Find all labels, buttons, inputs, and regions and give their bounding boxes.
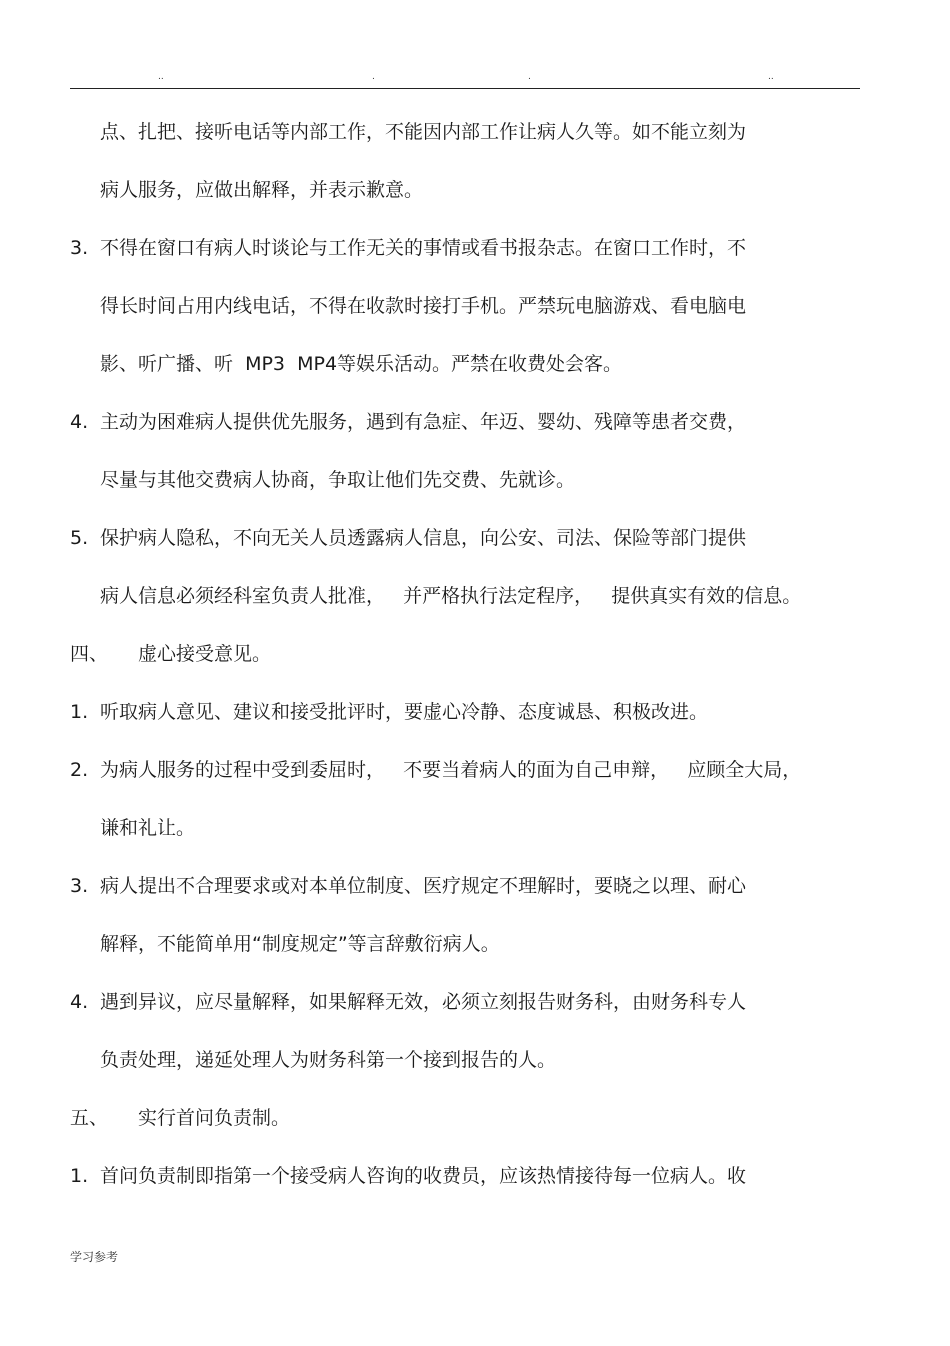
- text-line: 病人信息必须经科室负责人批准， 并严格执行法定程序， 提供真实有效的信息。: [100, 585, 802, 607]
- list-item: [70, 1164, 746, 1188]
- text-line: 尽量与其他交费病人协商，争取让他们先交费、先就诊。: [100, 469, 576, 491]
- item-text: 主动为困难病人提供优先服务，遇到有急症、年迈、婴幼、残障等患者交费，: [100, 411, 747, 433]
- item-number: 4.: [70, 991, 89, 1013]
- header-dots: [0, 72, 950, 86]
- page-footer: 学习参考: [70, 1250, 119, 1264]
- item-number: 1.: [70, 701, 89, 723]
- item-text: 病人提出不合理要求或对本单位制度、医疗规定不理解时，要晓之以理、耐心: [100, 875, 747, 897]
- text-line: 负责处理，递延处理人为财务科第一个接到报告的人。: [100, 1049, 557, 1071]
- text-line: 病人服务，应做出解释，并表示歉意。: [100, 179, 424, 201]
- item-text: 遇到异议，应尽量解释，如果解释无效，必须立刻报告财务科，由财务科专人: [100, 991, 747, 1013]
- list-item: [70, 990, 746, 1014]
- header-mark-3: .: [528, 72, 531, 82]
- list-item: [70, 410, 746, 434]
- item-number: 1.: [70, 1165, 89, 1187]
- text-line: 得长时间占用内线电话，不得在收款时接打手机。严禁玩电脑游戏、看电脑电: [100, 295, 747, 317]
- item-number: 2.: [70, 759, 89, 781]
- item-number: 4.: [70, 411, 89, 433]
- item-text: 不得在窗口有病人时谈论与工作无关的事情或看书报杂志。在窗口工作时，不: [100, 237, 747, 259]
- item-number: 3.: [70, 237, 89, 259]
- item-text: 为病人服务的过程中受到委屈时， 不要当着病人的面为自己申辩， 应顾全大局，: [100, 759, 802, 781]
- header-mark-2: .: [372, 72, 375, 82]
- item-text: 首问负责制即指第一个接受病人咨询的收费员，应该热情接待每一位病人。收: [100, 1165, 747, 1187]
- section-heading: [70, 1106, 290, 1130]
- section-number: 四、: [70, 643, 109, 665]
- list-item: [70, 874, 746, 898]
- list-item: [70, 700, 708, 724]
- text-line: 谦和礼让。: [100, 817, 196, 839]
- list-item: [70, 236, 746, 260]
- section-title: 实行首问负责制。: [138, 1107, 291, 1129]
- text-line: 影、听广播、听 MP3 MP4等娱乐活动。严禁在收费处会客。: [100, 353, 623, 375]
- item-number: 5.: [70, 527, 89, 549]
- section-heading: [70, 642, 271, 666]
- header-rule: [70, 88, 860, 89]
- item-number: 3.: [70, 875, 89, 897]
- item-text: 听取病人意见、建议和接受批评时，要虚心冷静、态度诚恳、积极改进。: [100, 701, 709, 723]
- header-mark-1: ..: [158, 72, 164, 82]
- section-title: 虚心接受意见。: [138, 643, 272, 665]
- header-mark-4: ..: [768, 72, 774, 82]
- list-item: [70, 758, 801, 782]
- section-number: 五、: [70, 1107, 109, 1129]
- text-line: 解释，不能简单用“制度规定”等言辞敷衍病人。: [100, 933, 500, 955]
- list-item: [70, 526, 746, 550]
- text-line: 点、扎把、接听电话等内部工作，不能因内部工作让病人久等。如不能立刻为: [100, 121, 747, 143]
- item-text: 保护病人隐私，不向无关人员透露病人信息，向公安、司法、保险等部门提供: [100, 527, 747, 549]
